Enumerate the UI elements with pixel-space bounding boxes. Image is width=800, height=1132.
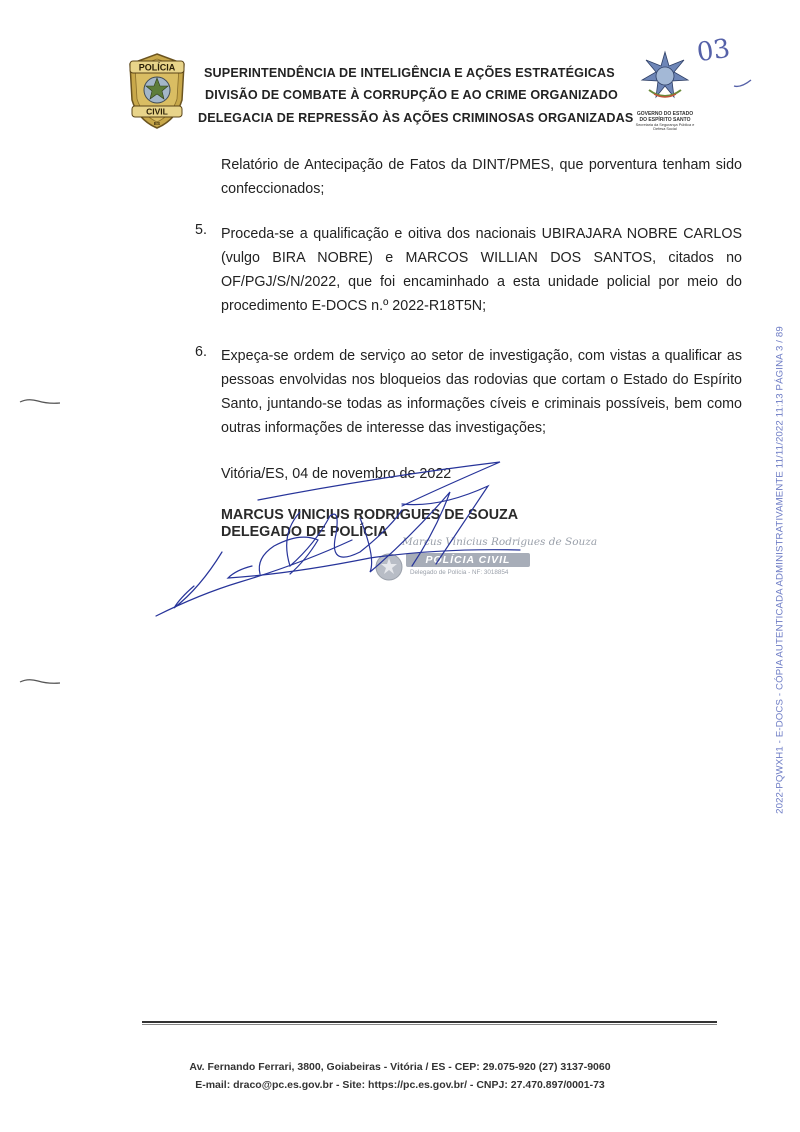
stamp-name: Marcus Vinicius Rodrigues de Souza [402, 536, 598, 548]
margin-stamp-text: 2022-PQWXH1 - E-DOCS - CÓPIA AUTENTICADA ADMINISTRATIVAMENTE 11/11/2022 11:13 PÁGINA 3 / 89 [774, 326, 786, 814]
place-and-date: Vitória/ES, 04 de novembro de 2022 [221, 466, 452, 482]
badge-top-text: POLÍCIA [138, 62, 176, 73]
badge-bottom-text: CIVIL [146, 106, 168, 117]
item-number-6: 6. [195, 344, 207, 360]
item-6-text: Expeça-se ordem de serviço ao setor de investigação, com vistas a qualificar as pessoas envolvidas nos bloqueios das rodovias que cortam o Estado do Espírito Santo, juntando-se todas as informações cíveis e criminais possíveis, bem como outras informações de interesse das investigações; [221, 348, 742, 436]
police-badge-logo [126, 52, 188, 130]
state-coat-of-arms-logo [640, 50, 690, 102]
gov-sub: Secretaria da Segurança Pública e Defesa Social [635, 123, 695, 132]
gov-line2: DO ESPÍRITO SANTO [639, 116, 691, 123]
state-government-label [632, 112, 698, 132]
handwritten-page-number: 03 [695, 33, 733, 69]
stamp-subtitle: Delegado de Polícia - NF: 3018854 [410, 569, 509, 576]
footer-rule-shadow [142, 1024, 717, 1025]
badge-state-text: ES [153, 121, 161, 126]
signer-role: DELEGADO DE POLÍCIA [221, 524, 388, 540]
footer-address: Av. Fernando Ferrari, 3800, Goiabeiras - Vitória / ES - CEP: 29.075-920 (27) 3137-9060 [189, 1061, 611, 1073]
signer-name: MARCUS VINICIUS RODRIGUES DE SOUZA [221, 507, 519, 523]
header-division: DIVISÃO DE COMBATE À CORRUPÇÃO E AO CRIME ORGANIZADO [205, 88, 618, 102]
header-department: DELEGACIA DE REPRESSÃO ÀS AÇÕES CRIMINOSAS ORGANIZADAS [198, 111, 634, 125]
header-superintendence: SUPERINTENDÊNCIA DE INTELIGÊNCIA E AÇÕES ESTRATÉGICAS [204, 66, 615, 80]
footer-rule [142, 1021, 717, 1023]
footer-contacts: E-mail: draco@pc.es.gov.br - Site: https://pc.es.gov.br/ - CNPJ: 27.470.897/0001-73 [195, 1079, 605, 1091]
item-5-text: Proceda-se a qualificação e oitiva dos nacionais UBIRAJARA NOBRE CARLOS (vulgo BIRA NOBRE) e MARCOS WILLIAN DOS SANTOS, citados no OF/PGJ/S/N/2022, que foi encaminhado a esta unidade policial por meio do procedimento E-DOCS n.º 2022-R18T5N; [221, 226, 742, 314]
item-number-5: 5. [195, 222, 207, 238]
punch-mark [18, 676, 62, 688]
gov-line1: GOVERNO DO ESTADO [636, 111, 694, 117]
punch-mark [18, 396, 62, 408]
stamp-banner: POLÍCIA CIVIL [406, 553, 530, 567]
handwritten-signature [140, 448, 560, 628]
continuation-paragraph: Relatório de Antecipação de Fatos da DINT/PMES, que porventura tenham sido confeccionados; [221, 157, 742, 197]
handwritten-tick [733, 74, 753, 90]
